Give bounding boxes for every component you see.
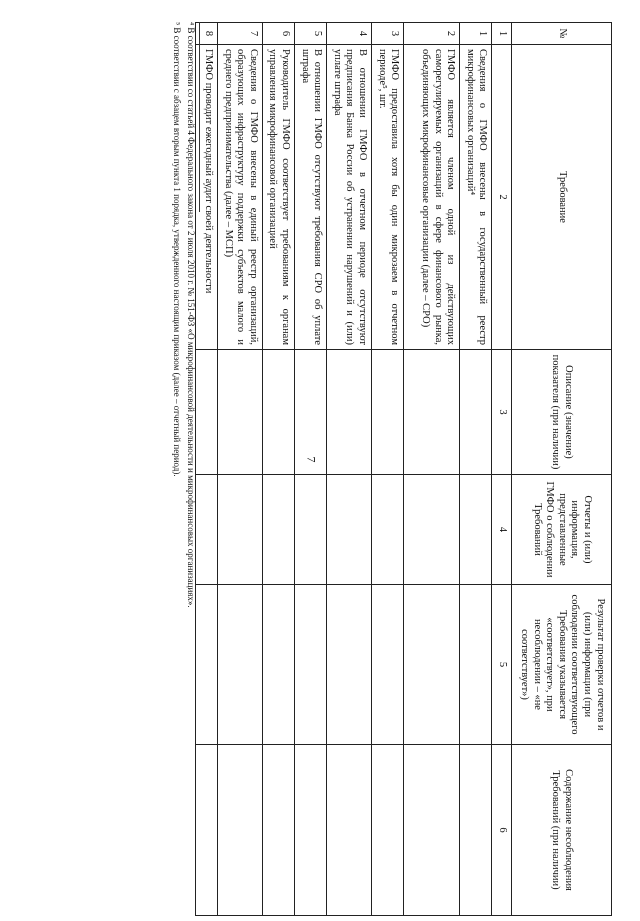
col-number: 5 <box>492 585 512 745</box>
empty-cell <box>262 350 294 475</box>
row-number: 2 <box>404 23 460 45</box>
empty-cell <box>327 745 372 916</box>
requirement-text: Сведения о ГМФО внесены в государственный реестр микрофинансовых организаций⁴ <box>460 45 492 350</box>
table-row <box>218 23 263 916</box>
empty-cell <box>327 585 372 745</box>
rotated-table-area <box>172 22 612 915</box>
col-number: 4 <box>492 475 512 585</box>
footnote-divider <box>199 22 200 212</box>
empty-cell <box>295 585 327 745</box>
header-violation: Содержание несоблюдения Требований (при наличии) <box>512 745 612 916</box>
empty-cell <box>218 745 263 916</box>
col-number: 6 <box>492 745 512 916</box>
empty-cell <box>460 585 492 745</box>
header-number: № <box>512 23 612 45</box>
requirement-text: Руководитель ГМФО соответствует требованиям к органам управления микрофинансовой организацией <box>262 45 294 350</box>
empty-cell <box>460 350 492 475</box>
row-number: 1 <box>460 23 492 45</box>
page-number: 7 <box>304 456 319 463</box>
row-number: 7 <box>218 23 263 45</box>
empty-cell <box>295 350 327 475</box>
empty-cell <box>372 745 404 916</box>
empty-cell <box>196 475 218 585</box>
empty-cell <box>196 585 218 745</box>
empty-cell <box>404 745 460 916</box>
row-number: 3 <box>372 23 404 45</box>
empty-cell <box>460 745 492 916</box>
col-number: 1 <box>492 23 512 45</box>
col-number: 2 <box>492 45 512 350</box>
row-number: 5 <box>295 23 327 45</box>
empty-cell <box>295 475 327 585</box>
header-result: Результат проверки отчетов и (или) информации (при соблюдении соответствующего Требования указывается «соответствует», при несоблюдении – «не соответствует») <box>512 585 612 745</box>
empty-cell <box>404 350 460 475</box>
table-row <box>460 23 492 916</box>
empty-cell <box>460 475 492 585</box>
table-row <box>404 23 460 916</box>
requirement-text: ГМФО является членом одной из действующих саморегулируемых организаций в сфере финансового рынка, объединяющих микрофинансовые организации (далее – СРО) <box>404 45 460 350</box>
empty-cell <box>218 475 263 585</box>
row-number: 4 <box>327 23 372 45</box>
empty-cell <box>218 585 263 745</box>
empty-cell <box>372 350 404 475</box>
footnote: ⁵ В соответствии с абзацем вторым пункта 1 порядка, утвержденного настоящим приказом (далее – отчетный период). <box>172 22 182 477</box>
empty-cell <box>262 745 294 916</box>
footnote: ⁴ В соответствии со статьей 4 Федерального закона от 2 июля 2010 г. № 151-ФЗ «О микрофинансовой деятельности и микрофинансовых организациях». <box>186 22 196 608</box>
empty-cell <box>372 585 404 745</box>
header-requirement: Требование <box>512 45 612 350</box>
requirement-text: В отношении ГМФО отсутствуют требования СРО об уплате штрафа <box>295 45 327 350</box>
table-row <box>262 23 294 916</box>
empty-cell <box>262 475 294 585</box>
empty-cell <box>196 745 218 916</box>
requirement-text: В отношении ГМФО в отчетном периоде отсутствуют предписания Банка России об устранении нарушений и (или) уплате штрафа <box>327 45 372 350</box>
empty-cell <box>404 585 460 745</box>
empty-cell <box>262 585 294 745</box>
empty-cell <box>327 350 372 475</box>
requirement-text: ГМФО проводит ежегодный аудит своей деятельности <box>196 45 218 350</box>
requirement-text: Сведения о ГМФО внесены в единый реестр организаций, образующих инфраструктуру поддержки субъектов малого и среднего предпринимательства (далее – МСП) <box>218 45 263 350</box>
empty-cell <box>218 350 263 475</box>
empty-cell <box>327 475 372 585</box>
empty-cell <box>372 475 404 585</box>
header-description: Описание (значение) показателя (при наличии) <box>512 350 612 475</box>
requirement-text: ГМФО предоставила хотя бы один микрозаем в отчетном периоде⁵, шт. <box>372 45 404 350</box>
row-number: 8 <box>196 23 218 45</box>
empty-cell <box>295 745 327 916</box>
col-number: 3 <box>492 350 512 475</box>
table-row <box>295 23 327 916</box>
header-row <box>512 23 612 916</box>
row-number: 6 <box>262 23 294 45</box>
table-row <box>327 23 372 916</box>
empty-cell <box>196 350 218 475</box>
header-reports: Отчеты и (или) информация, представленные ГМФО о соблюдении Требований <box>512 475 612 585</box>
requirements-table <box>195 22 612 916</box>
column-number-row <box>492 23 512 916</box>
table-row <box>372 23 404 916</box>
empty-cell <box>404 475 460 585</box>
